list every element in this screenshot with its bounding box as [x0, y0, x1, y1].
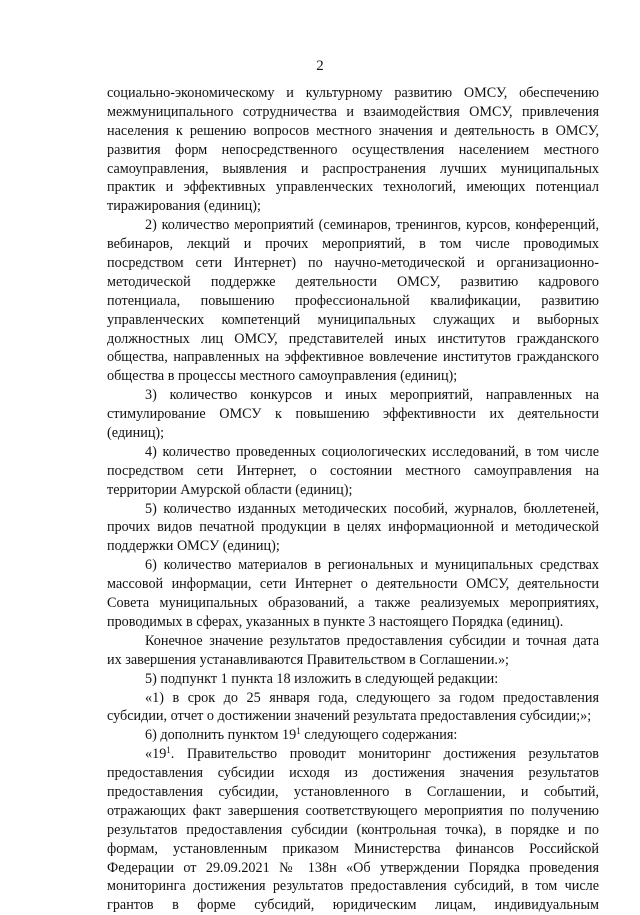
text-line-content: отражающих факт завершения соответствующего мероприятия по получению [107, 802, 599, 819]
text-line-content: 3) количество конкурсов и иных мероприятий, направленных на [145, 387, 599, 404]
text-line [107, 518, 599, 537]
text-line [107, 103, 599, 122]
text-line [107, 216, 599, 235]
superscript: 1 [166, 745, 171, 756]
text-line [107, 405, 599, 424]
text-line-content: 6) количество материалов в региональных и муниципальных средствах [145, 557, 599, 574]
text-line-content: общества в процессы местного самоуправления (единиц); [107, 368, 458, 385]
text-line [107, 632, 599, 651]
text-line-content: межмуниципального сотрудничества и взаимодействия ОМСУ, привлечения [107, 103, 599, 120]
text-line [107, 651, 599, 670]
text-line [107, 896, 599, 915]
text-line-content: вебинаров, лекций и прочих мероприятий, в том числе проводимых [107, 236, 599, 253]
text-line-content: массовой информации, сети Интернет о деятельности ОМСУ, деятельности [107, 576, 599, 593]
text-line-content: должностных лиц ОМСУ, представителей иных институтов гражданского [107, 330, 599, 347]
text-line-content: социально-экономическому и культурному развитию ОМСУ, обеспечению [107, 85, 599, 101]
text-line-content: практик и эффективных управленческих технологий, имеющих потенциал [107, 179, 599, 196]
text-line-content: тиражирования (единиц); [107, 198, 261, 215]
text-line [107, 556, 599, 575]
text-line [107, 292, 599, 311]
text-line-content: проводимых в сферах, указанных в пункте 3 настоящего Порядка (единиц). [107, 613, 564, 630]
text-line-content: «19 [145, 746, 167, 763]
text-line-content: посредством сети Интернет) по научно-методической и организационно- [107, 255, 599, 272]
text-line [107, 84, 599, 103]
text-line [107, 877, 599, 896]
text-line [107, 311, 599, 330]
text-line [107, 594, 599, 613]
text-line [107, 367, 599, 386]
text-line-content: управленческих компетенций муниципальных служащих и выборных [107, 311, 599, 328]
text-line [107, 821, 599, 840]
text-line [107, 745, 599, 764]
text-line-content: формам, установленным приказом Министерства финансов Российской [107, 840, 599, 857]
text-line-content: предоставления субсидии исходя из достижения значения результатов [107, 765, 599, 782]
text-line [107, 481, 599, 500]
text-line-content: территории Амурской области (единиц); [107, 481, 353, 498]
text-line-content: стимулирование ОМСУ к повышению эффективности их деятельности [107, 406, 599, 423]
text-line-content: посредством сети Интернет, о состоянии местного самоуправления на [107, 462, 599, 479]
page-number: 2 [316, 58, 324, 74]
text-line-content: Конечное значение результатов предоставления субсидии и точная дата [145, 632, 599, 649]
text-line [107, 141, 599, 160]
text-line [107, 840, 599, 859]
text-line [107, 386, 599, 405]
text-line-content: их завершения устанавливаются Правительством в Соглашении.»; [107, 651, 510, 668]
text-line [107, 273, 599, 292]
text-line [107, 122, 599, 141]
text-line-content: населения к решению вопросов местного значения и деятельность в ОМСУ, [107, 122, 599, 139]
text-line [107, 178, 599, 197]
text-line-content: 6) дополнить пунктом 19 [145, 727, 297, 744]
text-line [107, 160, 599, 179]
text-line-content: прочих видов печатной продукции в целях информационной и методической [107, 519, 599, 536]
text-line [107, 575, 599, 594]
text-line-content: результатов предоставления субсидии (контрольная точка), в порядке и по [107, 821, 599, 838]
text-line-continuation: . Правительство проводит мониторинг достижения результатов [170, 746, 599, 763]
text-line-content: потенциала, повышению профессиональной квалификации, развитию [107, 292, 599, 309]
superscript: 1 [296, 726, 301, 737]
text-line-content: мониторинга достижения результатов предоставления субсидий, в том числе [107, 878, 599, 895]
text-line [107, 235, 599, 254]
text-line-content: поддержки ОМСУ (единиц); [107, 538, 280, 555]
text-line-content: грантов в форме субсидий, юридическим лицам, индивидуальным [107, 897, 599, 914]
text-line [107, 330, 599, 349]
text-line-content: 2) количество мероприятий (семинаров, тренингов, курсов, конференций, [145, 217, 599, 234]
text-line [107, 670, 599, 689]
text-line [107, 859, 599, 878]
text-line-content: предоставления субсидии, установленного в Соглашении, и событий, [107, 783, 599, 800]
text-line-content: субсидии, отчет о достижении значений результата предоставления субсидии;»; [107, 708, 592, 725]
text-line-content: (единиц); [107, 425, 165, 442]
text-line [107, 462, 599, 481]
text-line [107, 726, 599, 745]
text-line-content: Совета муниципальных образований, а также реализуемых мероприятиях, [107, 595, 599, 612]
text-line [107, 707, 599, 726]
text-line [107, 783, 599, 802]
text-line [107, 424, 599, 443]
text-line [107, 197, 599, 216]
text-line-content: 5) подпункт 1 пункта 18 изложить в следующей редакции: [145, 670, 499, 687]
text-line-content: самоуправления, выявления и распространения лучших муниципальных [107, 160, 599, 177]
document-body [107, 84, 599, 915]
text-line [107, 443, 599, 462]
text-line-content: общества, направленных на эффективное вовлечение институтов гражданского [107, 349, 599, 366]
text-line [107, 613, 599, 632]
text-line-content: Федерации от 29.09.2021 № 138н «Об утверждении Порядка проведения [107, 859, 599, 876]
text-line-continuation: следующего содержания: [300, 727, 458, 744]
text-line-content: «1) в срок до 25 января года, следующего за годом предоставления [145, 689, 599, 706]
text-line [107, 689, 599, 708]
text-line-content: методической поддержке деятельности ОМСУ, развитию кадрового [107, 273, 599, 290]
text-line-content: 4) количество проведенных социологических исследований, в том числе [145, 443, 599, 460]
text-line [107, 254, 599, 273]
text-line [107, 348, 599, 367]
text-line [107, 500, 599, 519]
text-line [107, 537, 599, 556]
text-line [107, 802, 599, 821]
text-line [107, 764, 599, 783]
text-line-content: 5) количество изданных методических пособий, журналов, бюллетеней, [145, 500, 599, 517]
text-line-content: развития форм непосредственного осуществления населением местного [107, 141, 599, 158]
